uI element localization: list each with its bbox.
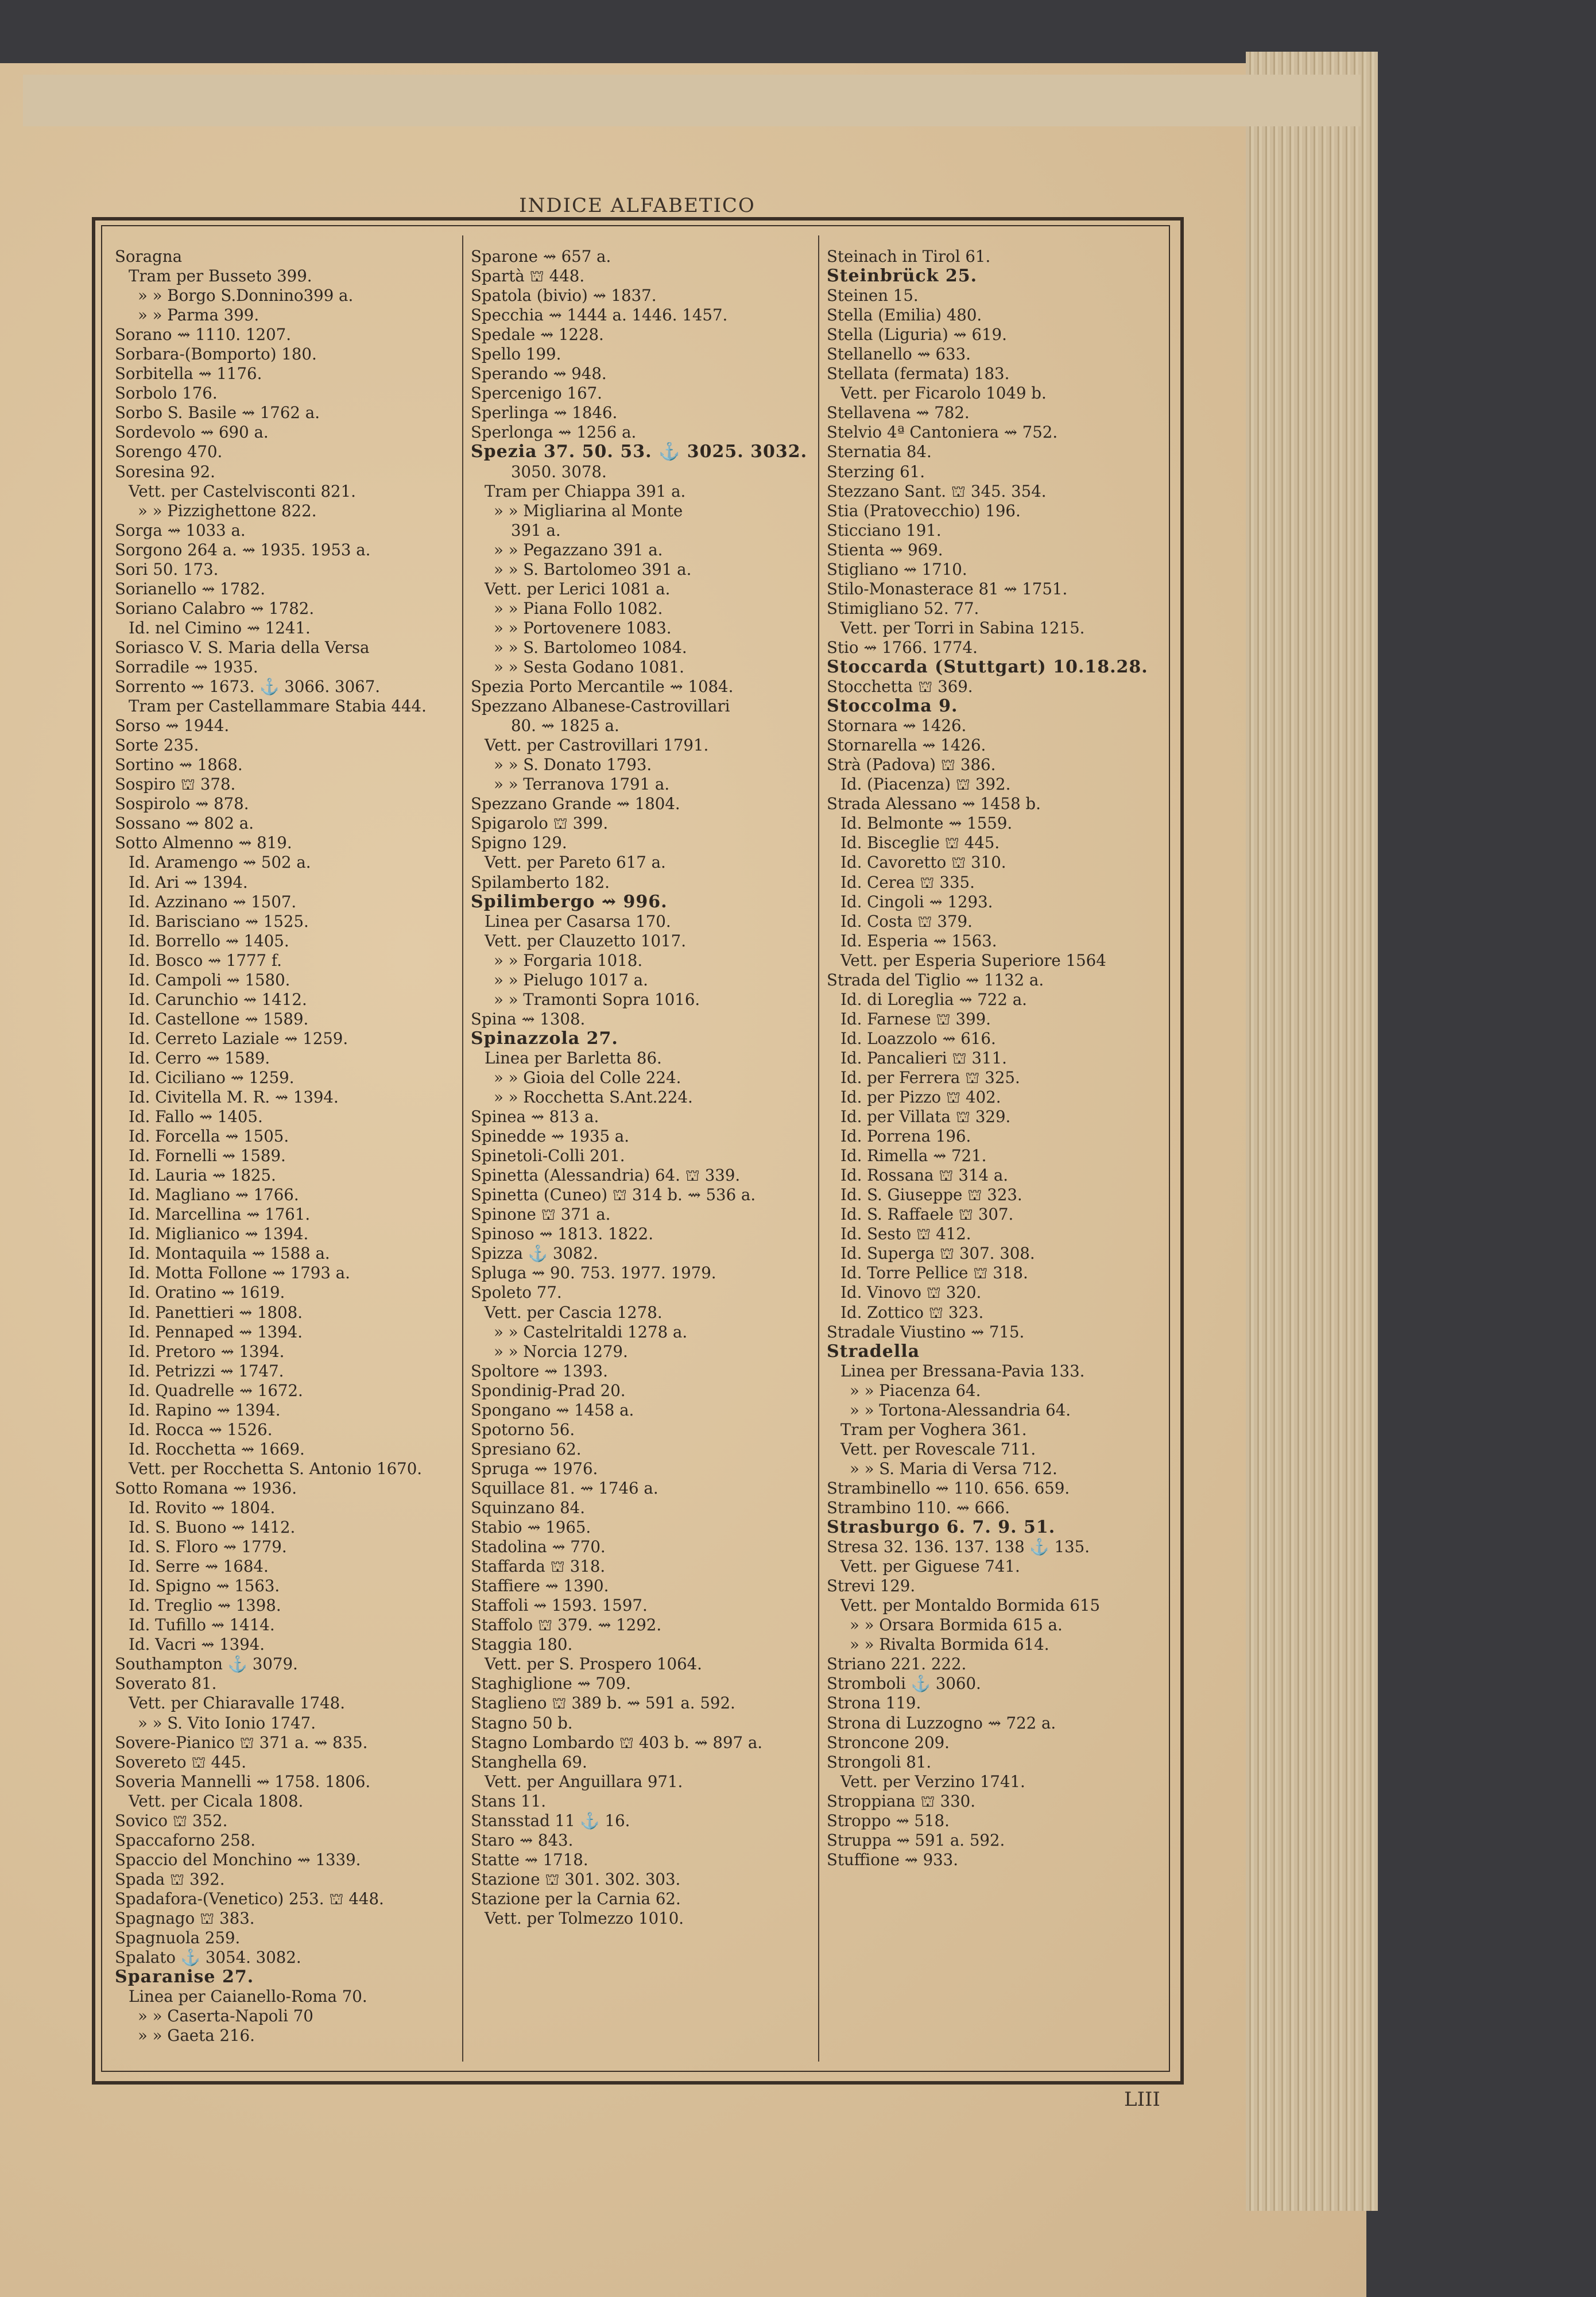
index-entry: Spaccaforno 258.: [115, 1830, 255, 1850]
index-entry: » » S. Maria di Versa 712.: [850, 1459, 1057, 1478]
index-entry: Spezzano Albanese-Castrovillari: [471, 697, 730, 716]
index-entry: Id. S. Floro ⇝ 1779.: [129, 1537, 287, 1557]
index-entry: Squillace 81. ⇝ 1746 a.: [471, 1478, 658, 1498]
index-entry: Sordevolo ⇝ 690 a.: [115, 423, 269, 442]
index-entry: Id. Cerro ⇝ 1589.: [129, 1048, 270, 1068]
index-entry: Id. per Villata ⛫ 329.: [840, 1107, 1011, 1127]
index-entry: Id. Forcella ⇝ 1505.: [129, 1127, 289, 1146]
index-entry: Id. Rocca ⇝ 1526.: [129, 1420, 273, 1439]
index-entry: Vett. per Castrovillari 1791.: [485, 736, 709, 755]
index-entry: Spada ⛫ 392.: [115, 1869, 225, 1889]
index-entry: Vett. per Cicala 1808.: [129, 1791, 304, 1811]
index-entry: Stuffione ⇝ 933.: [827, 1850, 959, 1869]
index-entry: Linea per Barletta 86.: [485, 1048, 662, 1068]
index-entry: Id. Bosco ⇝ 1777 f.: [129, 950, 282, 970]
index-entry: Id. Fallo ⇝ 1405.: [129, 1107, 263, 1127]
index-entry: Staglieno ⛫ 389 b. ⇝ 591 a. 592.: [471, 1693, 735, 1713]
index-entry: » » S. Donato 1793.: [494, 755, 652, 775]
index-entry: » » Orsara Bormida 615 a.: [850, 1615, 1063, 1635]
index-entry: Stellavena ⇝ 782.: [827, 403, 970, 423]
index-entry: Sperlinga ⇝ 1846.: [471, 403, 618, 423]
index-entry: Strà (Padova) ⛫ 386.: [827, 755, 996, 775]
index-entry: Strona di Luzzogno ⇝ 722 a.: [827, 1713, 1056, 1733]
index-entry: Spotorno 56.: [471, 1420, 575, 1439]
index-entry: Spezia 37. 50. 53. ⚓ 3025. 3032.: [471, 442, 808, 462]
index-entry: Id. Rossana ⛫ 314 a.: [840, 1166, 1009, 1185]
index-entry: Stimigliano 52. 77.: [827, 598, 979, 618]
index-entry: » » Caserta-Napoli 70: [138, 2006, 313, 2026]
index-entry: Soveria Mannelli ⇝ 1758. 1806.: [115, 1772, 371, 1791]
index-entry: Spilamberto 182.: [471, 872, 610, 892]
index-entry: » » S. Bartolomeo 1084.: [494, 637, 687, 657]
index-entry: » » Pielugo 1017 a.: [494, 970, 648, 989]
index-entry: » » Castelritaldi 1278 a.: [494, 1322, 688, 1341]
index-entry: Stromboli ⚓ 3060.: [827, 1674, 981, 1693]
index-entry: » » Piana Follo 1082.: [494, 598, 663, 618]
index-entry: Id. Costa ⛫ 379.: [840, 911, 973, 931]
index-entry: Id. Aramengo ⇝ 502 a.: [129, 853, 311, 872]
index-entry: Id. Belmonte ⇝ 1559.: [840, 814, 1013, 833]
index-entry: Stornarella ⇝ 1426.: [827, 736, 986, 755]
index-entry: Sossano ⇝ 802 a.: [115, 814, 254, 833]
index-entry: Stezzano Sant. ⛫ 345. 354.: [827, 481, 1047, 501]
index-entry: Stansstad 11 ⚓ 16.: [471, 1811, 630, 1830]
index-entry: Stabio ⇝ 1965.: [471, 1518, 591, 1537]
index-entry: Spello 199.: [471, 345, 561, 364]
index-entry: Id. Carunchio ⇝ 1412.: [129, 989, 307, 1009]
index-entry: Id. Loazzolo ⇝ 616.: [840, 1028, 996, 1048]
index-entry: Spilimbergo ⇝ 996.: [471, 892, 668, 912]
index-entry: Staffarda ⛫ 318.: [471, 1557, 606, 1576]
index-entry: Spinetta (Alessandria) 64. ⛫ 339.: [471, 1166, 741, 1185]
index-entry: Spinetta (Cuneo) ⛫ 314 b. ⇝ 536 a.: [471, 1185, 756, 1205]
index-entry: Sospirolo ⇝ 878.: [115, 794, 249, 814]
index-entry: » » Borgo S.Donnino399 a.: [138, 286, 354, 306]
index-entry: Id. Serre ⇝ 1684.: [129, 1557, 269, 1576]
index-entry: Spoltore ⇝ 1393.: [471, 1361, 608, 1380]
index-entry: Id. S. Buono ⇝ 1412.: [129, 1518, 296, 1537]
index-entry: Tram per Busseto 399.: [129, 266, 312, 286]
index-entry: Sparone ⇝ 657 a.: [471, 247, 611, 266]
index-entry: Sperlonga ⇝ 1256 a.: [471, 423, 637, 442]
index-entry: Stans 11.: [471, 1791, 547, 1811]
index-entry: Vett. per Rovescale 711.: [840, 1439, 1036, 1459]
index-entry: » » Tramonti Sopra 1016.: [494, 989, 700, 1009]
index-entry: Stroppo ⇝ 518.: [827, 1811, 950, 1830]
index-entry: Soverato 81.: [115, 1674, 217, 1693]
index-entry: Spinoso ⇝ 1813. 1822.: [471, 1224, 653, 1244]
index-entry: Stoccarda (Stuttgart) 10.18.28.: [827, 657, 1148, 677]
index-entry: Id. Cingoli ⇝ 1293.: [840, 892, 993, 911]
index-entry: Soresina 92.: [115, 462, 215, 481]
index-entry: Stocchetta ⛫ 369.: [827, 677, 973, 697]
index-entry: Strada del Tiglio ⇝ 1132 a.: [827, 970, 1044, 989]
index-entry: Spoleto 77.: [471, 1283, 562, 1302]
index-entry: Stigliano ⇝ 1710.: [827, 559, 967, 579]
index-entry: Id. Vinovo ⛫ 320.: [840, 1283, 982, 1302]
index-entry: Spinea ⇝ 813 a.: [471, 1107, 599, 1127]
index-entry: Spadafora-(Venetico) 253. ⛫ 448.: [115, 1889, 384, 1908]
index-entry: Sorbolo 176.: [115, 384, 218, 403]
index-entry: Linea per Caianello-Roma 70.: [129, 1987, 367, 2006]
index-entry: Stellanello ⇝ 633.: [827, 345, 971, 364]
index-entry: Sparanise 27.: [115, 1967, 254, 1987]
index-entry: Id. Pretoro ⇝ 1394.: [129, 1341, 285, 1361]
index-entry: Stia (Pratovecchio) 196.: [827, 501, 1021, 520]
index-entry: Id. Rovito ⇝ 1804.: [129, 1498, 276, 1517]
index-entry: Tram per Chiappa 391 a.: [485, 481, 686, 501]
index-entry: Stilo-Monasterace 81 ⇝ 1751.: [827, 579, 1068, 598]
index-entry: Stio ⇝ 1766. 1774.: [827, 637, 978, 657]
index-entry: Steinen 15.: [827, 286, 919, 306]
index-entry: Stagno Lombardo ⛫ 403 b. ⇝ 897 a.: [471, 1733, 763, 1752]
index-entry: Strona 119.: [827, 1693, 921, 1713]
index-entry: Sovereto ⛫ 445.: [115, 1752, 246, 1772]
index-entry: Soriano Calabro ⇝ 1782.: [115, 598, 315, 618]
index-entry: Id. Castellone ⇝ 1589.: [129, 1009, 309, 1028]
index-entry: Vett. per Lerici 1081 a.: [485, 579, 671, 598]
index-entry: Id. Superga ⛫ 307. 308.: [840, 1244, 1035, 1263]
index-entry: Id. Sesto ⛫ 412.: [840, 1224, 971, 1244]
index-entry: Sorradile ⇝ 1935.: [115, 657, 258, 676]
index-entry: Specchia ⇝ 1444 a. 1446. 1457.: [471, 306, 728, 325]
index-entry: Sotto Almenno ⇝ 819.: [115, 833, 292, 853]
index-entry: Spinetoli-Colli 201.: [471, 1146, 625, 1166]
index-entry: Id. Pancalieri ⛫ 311.: [840, 1048, 1007, 1068]
index-entry: Id. Miglianico ⇝ 1394.: [129, 1224, 309, 1244]
index-entry: Sorgono 264 a. ⇝ 1935. 1953 a.: [115, 540, 371, 559]
index-entry: Spizza ⚓ 3082.: [471, 1244, 598, 1263]
index-entry: Linea per Bressana-Pavia 133.: [840, 1361, 1085, 1380]
index-entry: Id. Petrizzi ⇝ 1747.: [129, 1361, 284, 1380]
index-entry: Tram per Castellammare Stabia 444.: [129, 697, 427, 716]
index-entry: Id. Rocchetta ⇝ 1669.: [129, 1439, 305, 1459]
index-entry: Sospiro ⛫ 378.: [115, 775, 236, 794]
index-entry: » » Migliarina al Monte: [494, 501, 683, 520]
index-entry: Id. Magliano ⇝ 1766.: [129, 1185, 299, 1205]
index-entry: Vett. per S. Prospero 1064.: [485, 1654, 702, 1674]
index-entry: Id. Farnese ⛫ 399.: [840, 1009, 991, 1028]
index-entry: Stagno 50 b.: [471, 1713, 573, 1733]
index-entry: Vett. per Torri in Sabina 1215.: [840, 618, 1085, 637]
index-entry: Spruga ⇝ 1976.: [471, 1459, 598, 1478]
index-entry: Sorso ⇝ 1944.: [115, 716, 230, 736]
index-entry: Sortino ⇝ 1868.: [115, 755, 243, 775]
index-entry: Sorengo 470.: [115, 442, 223, 462]
index-entry: » » Pegazzano 391 a.: [494, 540, 663, 559]
index-entry: Spagnago ⛫ 383.: [115, 1908, 255, 1928]
index-entry: Struppa ⇝ 591 a. 592.: [827, 1830, 1005, 1850]
index-entry: 80. ⇝ 1825 a.: [511, 716, 619, 736]
index-entry: Strevi 129.: [827, 1576, 916, 1596]
index-entry: Id. Rapino ⇝ 1394.: [129, 1400, 281, 1420]
index-entry: Vett. per Montaldo Bormida 615: [840, 1596, 1101, 1615]
index-entry: Vett. per Giguese 741.: [840, 1557, 1020, 1576]
index-entry: Staro ⇝ 843.: [471, 1830, 574, 1850]
index-entry: Id. Borrello ⇝ 1405.: [129, 931, 289, 950]
index-entry: Sternatia 84.: [827, 442, 932, 462]
index-entry: Stelvio 4ª Cantoniera ⇝ 752.: [827, 423, 1058, 442]
index-entry: Id. Panettieri ⇝ 1808.: [129, 1302, 303, 1322]
index-entry: Id. Ciciliano ⇝ 1259.: [129, 1068, 295, 1087]
index-entry: Strambino 110. ⇝ 666.: [827, 1498, 1010, 1517]
index-entry: Id. S. Raffaele ⛫ 307.: [840, 1205, 1014, 1224]
book-page-edges: [1246, 52, 1378, 2211]
index-entry: » » Gioia del Colle 224.: [494, 1068, 681, 1087]
index-entry: Vett. per Verzino 1741.: [840, 1772, 1025, 1791]
index-entry: » » Parma 399.: [138, 306, 259, 325]
index-entry: Id. per Ferrera ⛫ 325.: [840, 1068, 1020, 1087]
index-entry: Stornara ⇝ 1426.: [827, 716, 967, 736]
index-entry: Steinbrück 25.: [827, 266, 978, 287]
index-entry: Vett. per Esperia Superiore 1564: [840, 950, 1106, 970]
index-entry: Strambinello ⇝ 110. 656. 659.: [827, 1478, 1070, 1498]
index-entry: Stroncone 209.: [827, 1733, 950, 1752]
index-entry: Squinzano 84.: [471, 1498, 585, 1517]
index-column-1: [115, 247, 454, 2045]
index-entry: Strada Alessano ⇝ 1458 b.: [827, 794, 1041, 814]
index-entry: » » S. Bartolomeo 391 a.: [494, 559, 692, 579]
index-entry: Strasburgo 6. 7. 9. 51.: [827, 1518, 1056, 1538]
index-entry: Sorte 235.: [115, 736, 199, 755]
index-entry: Spezzano Grande ⇝ 1804.: [471, 794, 680, 814]
index-entry: » » Piacenza 64.: [850, 1380, 981, 1400]
index-entry: Id. S. Giuseppe ⛫ 323.: [840, 1185, 1022, 1205]
index-entry: Statte ⇝ 1718.: [471, 1850, 588, 1869]
index-entry: Stradella: [827, 1341, 920, 1362]
index-entry: Sorbitella ⇝ 1176.: [115, 364, 262, 384]
index-entry: Sovico ⛫ 352.: [115, 1811, 228, 1830]
index-entry: Sterzing 61.: [827, 462, 925, 481]
index-entry: Id. per Pizzo ⛫ 402.: [840, 1088, 1001, 1107]
index-entry: Staffoli ⇝ 1593. 1597.: [471, 1596, 648, 1615]
index-entry: » » Tortona-Alessandria 64.: [850, 1400, 1071, 1420]
index-entry: Sorrento ⇝ 1673. ⚓ 3066. 3067.: [115, 677, 381, 697]
index-entry: Id. Bisceglie ⛫ 445.: [840, 833, 1000, 853]
index-entry: » » Norcia 1279.: [494, 1341, 628, 1361]
index-entry: Stella (Emilia) 480.: [827, 306, 982, 325]
index-entry: Spina ⇝ 1308.: [471, 1009, 586, 1028]
index-entry: Staffolo ⛫ 379. ⇝ 1292.: [471, 1615, 662, 1635]
index-entry: Soriasco V. S. Maria della Versa: [115, 637, 370, 657]
index-entry: Sori 50. 173.: [115, 559, 219, 579]
index-entry: Stazione ⛫ 301. 302. 303.: [471, 1869, 681, 1889]
index-entry: Sorbara-(Bomporto) 180.: [115, 345, 317, 364]
index-entry: Id. Tufillo ⇝ 1414.: [129, 1615, 275, 1635]
index-entry: Id. Esperia ⇝ 1563.: [840, 931, 997, 950]
index-entry: Sorbo S. Basile ⇝ 1762 a.: [115, 403, 320, 423]
index-entry: Spongano ⇝ 1458 a.: [471, 1400, 634, 1420]
index-entry: Spaccio del Monchino ⇝ 1339.: [115, 1850, 361, 1869]
index-entry: Sorano ⇝ 1110. 1207.: [115, 325, 291, 345]
index-entry: Id. Lauria ⇝ 1825.: [129, 1166, 276, 1185]
index-entry: Id. Montaquila ⇝ 1588 a.: [129, 1244, 330, 1263]
index-entry: » » Pizzighettone 822.: [138, 501, 317, 520]
index-entry: Sorga ⇝ 1033 a.: [115, 520, 246, 540]
index-entry: Spedale ⇝ 1228.: [471, 325, 604, 345]
index-entry: Id. Porrena 196.: [840, 1127, 971, 1146]
index-entry: Id. (Piacenza) ⛫ 392.: [840, 775, 1011, 794]
index-entry: Id. Cerreto Laziale ⇝ 1259.: [129, 1028, 348, 1048]
index-entry: Staghiglione ⇝ 709.: [471, 1674, 631, 1693]
index-entry: Stella (Liguria) ⇝ 619.: [827, 325, 1007, 345]
index-entry: Id. Marcellina ⇝ 1761.: [129, 1205, 311, 1224]
index-entry: Spezia Porto Mercantile ⇝ 1084.: [471, 677, 734, 697]
index-entry: » » Rivalta Bormida 614.: [850, 1635, 1049, 1654]
index-entry: Tram per Voghera 361.: [840, 1420, 1027, 1439]
index-entry: Vett. per Pareto 617 a.: [485, 853, 666, 872]
index-entry: Spalato ⚓ 3054. 3082.: [115, 1948, 301, 1967]
page-number: LIII: [1124, 2088, 1160, 2111]
index-entry: Stellata (fermata) 183.: [827, 364, 1010, 384]
index-entry: Stadolina ⇝ 770.: [471, 1537, 606, 1557]
index-entry: Spinone ⛫ 371 a.: [471, 1205, 611, 1224]
index-entry: Stradale Viustino ⇝ 715.: [827, 1322, 1025, 1341]
index-entry: Id. Motta Follone ⇝ 1793 a.: [129, 1263, 350, 1283]
index-entry: Sperando ⇝ 948.: [471, 364, 607, 384]
index-entry: Stazione per la Carnia 62.: [471, 1889, 681, 1908]
index-entry: Vett. per Anguillara 971.: [485, 1772, 683, 1791]
index-entry: Vett. per Clauzetto 1017.: [485, 931, 686, 950]
index-entry: Stresa 32. 136. 137. 138 ⚓ 135.: [827, 1537, 1090, 1557]
index-entry: » » Forgaria 1018.: [494, 950, 643, 970]
index-entry: » » Terranova 1791 a.: [494, 775, 670, 794]
index-entry: Stroppiana ⛫ 330.: [827, 1791, 975, 1811]
index-entry: » » Gaeta 216.: [138, 2026, 255, 2045]
index-entry: Spinedde ⇝ 1935 a.: [471, 1127, 630, 1146]
index-entry: Southampton ⚓ 3079.: [115, 1654, 298, 1674]
index-entry: Staggia 180.: [471, 1635, 573, 1654]
index-entry: Stanghella 69.: [471, 1752, 587, 1772]
index-entry: » » Sesta Godano 1081.: [494, 657, 684, 676]
index-entry: Id. Barisciano ⇝ 1525.: [129, 911, 309, 931]
index-entry: » » Rocchetta S.Ant.224.: [494, 1088, 693, 1107]
index-entry: Spercenigo 167.: [471, 384, 602, 403]
index-entry: Spagnuola 259.: [115, 1928, 241, 1948]
index-entry: Id. Oratino ⇝ 1619.: [129, 1283, 285, 1302]
index-entry: Id. Quadrelle ⇝ 1672.: [129, 1380, 303, 1400]
index-entry: Id. Fornelli ⇝ 1589.: [129, 1146, 286, 1166]
index-entry: Id. Ari ⇝ 1394.: [129, 872, 248, 892]
index-entry: Spatola (bivio) ⇝ 1837.: [471, 286, 657, 306]
index-entry: Soragna: [115, 247, 183, 266]
running-head: INDICE ALFABETICO: [519, 194, 756, 217]
index-column-3: [827, 247, 1165, 1870]
index-entry: Id. Azzinano ⇝ 1507.: [129, 892, 297, 911]
index-column-2: [471, 247, 821, 1928]
index-entry: » » Portovenere 1083.: [494, 618, 672, 637]
index-entry: Id. Campoli ⇝ 1580.: [129, 970, 290, 989]
index-entry: Vett. per Cascia 1278.: [485, 1302, 663, 1322]
index-entry: Vett. per Castelvisconti 821.: [129, 481, 356, 501]
index-entry: 3050. 3078.: [511, 462, 607, 481]
index-entry: Sorianello ⇝ 1782.: [115, 579, 266, 598]
index-entry: Id. Rimella ⇝ 721.: [840, 1146, 987, 1166]
index-entry: Vett. per Chiaravalle 1748.: [129, 1693, 345, 1713]
index-entry: Id. Spigno ⇝ 1563.: [129, 1576, 280, 1596]
index-entry: 391 a.: [511, 520, 561, 540]
index-entry: Vett. per Rocchetta S. Antonio 1670.: [129, 1459, 423, 1478]
index-entry: Id. Cavoretto ⛫ 310.: [840, 853, 1006, 872]
page-fold-band: [23, 75, 1361, 126]
index-entry: Steinach in Tirol 61.: [827, 247, 991, 266]
index-entry: Stienta ⇝ 969.: [827, 540, 943, 559]
index-entry: Id. Civitella M. R. ⇝ 1394.: [129, 1088, 339, 1107]
index-entry: Sotto Romana ⇝ 1936.: [115, 1478, 297, 1498]
index-entry: Id. Pennaped ⇝ 1394.: [129, 1322, 303, 1341]
index-entry: Linea per Casarsa 170.: [485, 911, 671, 931]
index-entry: Stoccolma 9.: [827, 697, 958, 717]
index-entry: Id. Cerea ⛫ 335.: [840, 872, 975, 892]
index-entry: Id. Zottico ⛫ 323.: [840, 1302, 984, 1322]
index-entry: » » S. Vito Ionio 1747.: [138, 1713, 316, 1733]
index-entry: Spondinig-Prad 20.: [471, 1380, 626, 1400]
index-entry: Strongoli 81.: [827, 1752, 932, 1772]
column-rule: [462, 235, 463, 2062]
index-entry: Sovere-Pianico ⛫ 371 a. ⇝ 835.: [115, 1733, 368, 1752]
index-entry: Spigarolo ⛫ 399.: [471, 814, 609, 833]
index-entry: Striano 221. 222.: [827, 1654, 967, 1674]
index-entry: Sticciano 191.: [827, 520, 942, 540]
index-entry: Spluga ⇝ 90. 753. 1977. 1979.: [471, 1263, 716, 1283]
index-entry: Vett. per Ficarolo 1049 b.: [840, 384, 1047, 403]
index-entry: Spartà ⛫ 448.: [471, 266, 585, 286]
index-entry: Vett. per Tolmezzo 1010.: [485, 1908, 684, 1928]
index-entry: Id. di Loreglia ⇝ 722 a.: [840, 989, 1027, 1009]
index-entry: Spigno 129.: [471, 833, 567, 853]
index-entry: Id. Torre Pellice ⛫ 318.: [840, 1263, 1028, 1283]
index-entry: Id. Treglio ⇝ 1398.: [129, 1596, 281, 1615]
index-entry: Spinazzola 27.: [471, 1028, 618, 1049]
index-entry: Id. Vacri ⇝ 1394.: [129, 1635, 265, 1654]
index-entry: Id. nel Cimino ⇝ 1241.: [129, 618, 311, 637]
index-entry: Spresiano 62.: [471, 1439, 582, 1459]
index-entry: Staffiere ⇝ 1390.: [471, 1576, 609, 1596]
